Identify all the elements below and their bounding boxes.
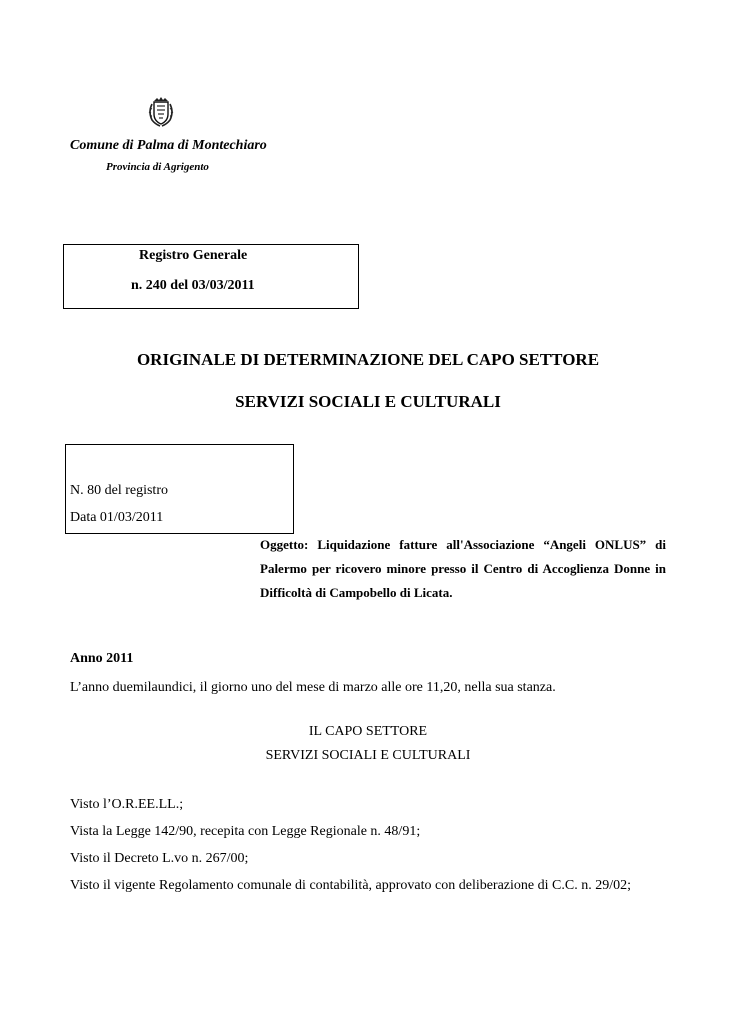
registro-generale-title: Registro Generale bbox=[139, 248, 248, 263]
visto-line: Visto il vigente Regolamento comunale di contabilità, approvato con deliberazione di C.C. n. 29/02; bbox=[70, 878, 631, 893]
intro-paragraph: L’anno duemilaundici, il giorno uno del mese di marzo alle ore 11,20, nella sua stanza. bbox=[70, 680, 556, 695]
oggetto-line: Difficoltà di Campobello di Licata. bbox=[260, 585, 453, 600]
oggetto-line: Palermo per ricovero minore presso il Centro di Accoglienza Donne in bbox=[260, 561, 666, 576]
anno-heading: Anno 2011 bbox=[70, 651, 134, 666]
capo-settore-heading: IL CAPO SETTORE bbox=[308, 724, 428, 739]
coat-of-arms-icon bbox=[146, 92, 176, 128]
oggetto-paragraph bbox=[260, 533, 666, 605]
visto-line: Visto l’O.R.EE.LL.; bbox=[70, 797, 184, 812]
document-title: ORIGINALE DI DETERMINAZIONE DEL CAPO SETTORE bbox=[136, 350, 600, 369]
visto-line: Visto il Decreto L.vo n. 267/00; bbox=[70, 851, 249, 866]
visto-line: Vista la Legge 142/90, recepita con Legge Regionale n. 48/91; bbox=[70, 824, 421, 839]
registro-settore-number: N. 80 del registro bbox=[70, 483, 168, 498]
provincia-name: Provincia di Agrigento bbox=[106, 161, 209, 173]
registro-generale-number: n. 240 del 03/03/2011 bbox=[131, 278, 255, 293]
registro-settore-date: Data 01/03/2011 bbox=[70, 510, 164, 525]
oggetto-line: Oggetto: Liquidazione fatture all'Associazione “Angeli ONLUS” di bbox=[260, 537, 666, 552]
comune-name: Comune di Palma di Montechiaro bbox=[70, 138, 267, 153]
capo-settore-subheading: SERVIZI SOCIALI E CULTURALI bbox=[265, 748, 471, 763]
document-subtitle: SERVIZI SOCIALI E CULTURALI bbox=[235, 392, 501, 411]
